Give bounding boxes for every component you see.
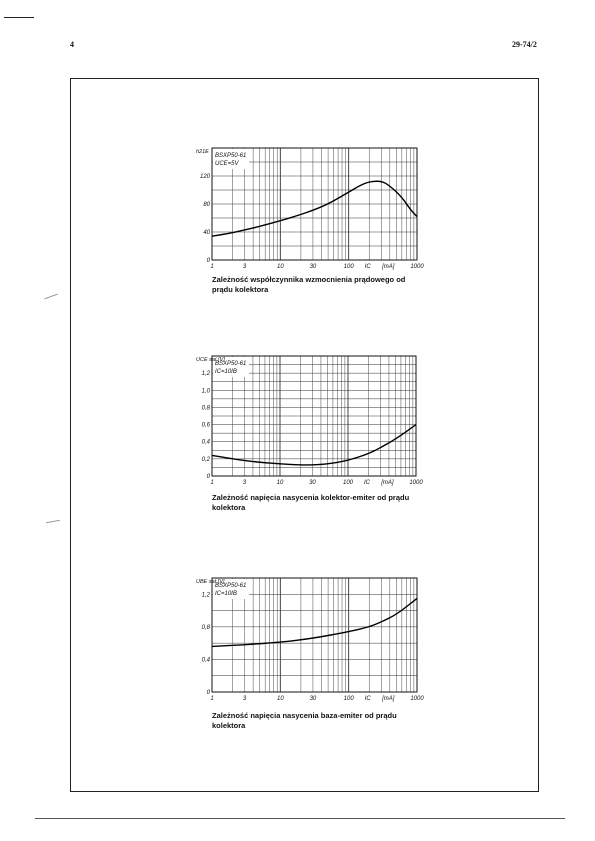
y-tick-label: 1,2 xyxy=(201,371,210,378)
x-tick-label: 100 xyxy=(342,480,354,486)
y-tick-label: 120 xyxy=(199,174,210,180)
x-tick-label: 3 xyxy=(242,480,247,486)
x-tick-label: 1 xyxy=(210,480,214,486)
bottom-rule xyxy=(35,818,565,819)
y-tick-label: 0,2 xyxy=(201,456,210,463)
series-line xyxy=(212,598,417,646)
document-number: 29-74/2 xyxy=(512,40,537,49)
legend-entry: IC=10IB xyxy=(215,591,237,597)
chart-3-caption: Zależność napięcia nasycenia baza-emiter od prądu kolektora xyxy=(212,711,397,730)
x-tick-label: 100 xyxy=(343,264,354,270)
x-axis-unit: [mA] xyxy=(381,480,394,486)
x-tick-label: 30 xyxy=(309,696,317,702)
y-tick-label: 1,0 xyxy=(201,388,210,395)
y-tick-label: 0 xyxy=(206,258,210,264)
y-tick-label: 0 xyxy=(206,474,210,480)
x-tick-label: 100 xyxy=(343,696,354,702)
x-tick-label: 1000 xyxy=(410,264,424,270)
x-tick-label: 30 xyxy=(309,480,316,486)
x-tick-label: 10 xyxy=(276,264,284,270)
x-tick-label: 1 xyxy=(210,264,214,270)
legend-entry: UCE=5V xyxy=(215,161,239,167)
legend-entry: BSXP50-61 xyxy=(215,153,247,159)
top-left-dash xyxy=(4,17,34,18)
x-axis-unit: [mA] xyxy=(382,264,395,270)
x-tick-label: 1000 xyxy=(409,480,423,486)
ube-sat-vs-collector-current-chart xyxy=(196,572,426,707)
gain-vs-collector-current-chart xyxy=(196,140,426,275)
y-tick-label: 0,8 xyxy=(201,405,210,412)
x-tick-label: 10 xyxy=(276,480,284,486)
uce-sat-vs-collector-current-chart xyxy=(196,352,426,487)
legend-entry: BSXP50-61 xyxy=(215,583,247,589)
x-tick-label: 1 xyxy=(210,696,214,702)
y-axis-label: UCE sat [V] xyxy=(196,357,225,363)
chart-1-caption: Zależność współczynnika wzmocnienia prądowego od prądu kolektora xyxy=(212,275,406,294)
y-tick-label: 0,8 xyxy=(201,624,210,631)
x-axis-unit: [mA] xyxy=(382,696,395,702)
y-tick-label: 0,4 xyxy=(201,439,210,446)
margin-mark xyxy=(46,520,60,523)
x-tick-label: 3 xyxy=(242,696,247,702)
chart-2-caption: Zależność napięcia nasycenia kolektor-emiter od prądu kolektora xyxy=(212,493,410,512)
y-tick-label: 0,4 xyxy=(201,657,210,664)
y-axis-label: h21E xyxy=(196,149,209,155)
x-axis-label: IC xyxy=(364,264,371,270)
legend-entry: BSXP50-61 xyxy=(215,361,247,367)
y-tick-label: 1,2 xyxy=(201,592,210,599)
x-tick-label: 10 xyxy=(276,696,284,702)
margin-mark xyxy=(44,294,57,300)
y-tick-label: 0 xyxy=(206,690,210,696)
y-tick-label: 0,6 xyxy=(201,422,210,429)
page-number: 4 xyxy=(70,40,74,49)
x-tick-label: 3 xyxy=(242,264,247,270)
y-tick-label: 80 xyxy=(203,202,210,208)
x-tick-label: 30 xyxy=(309,264,317,270)
x-axis-label: IC xyxy=(363,480,370,486)
x-axis-label: IC xyxy=(364,696,371,702)
legend-entry: IC=10IB xyxy=(215,369,237,375)
y-axis-label: UBE sat [V] xyxy=(196,579,225,585)
x-tick-label: 1000 xyxy=(410,696,424,702)
series-line xyxy=(212,181,417,236)
y-tick-label: 40 xyxy=(203,230,210,236)
